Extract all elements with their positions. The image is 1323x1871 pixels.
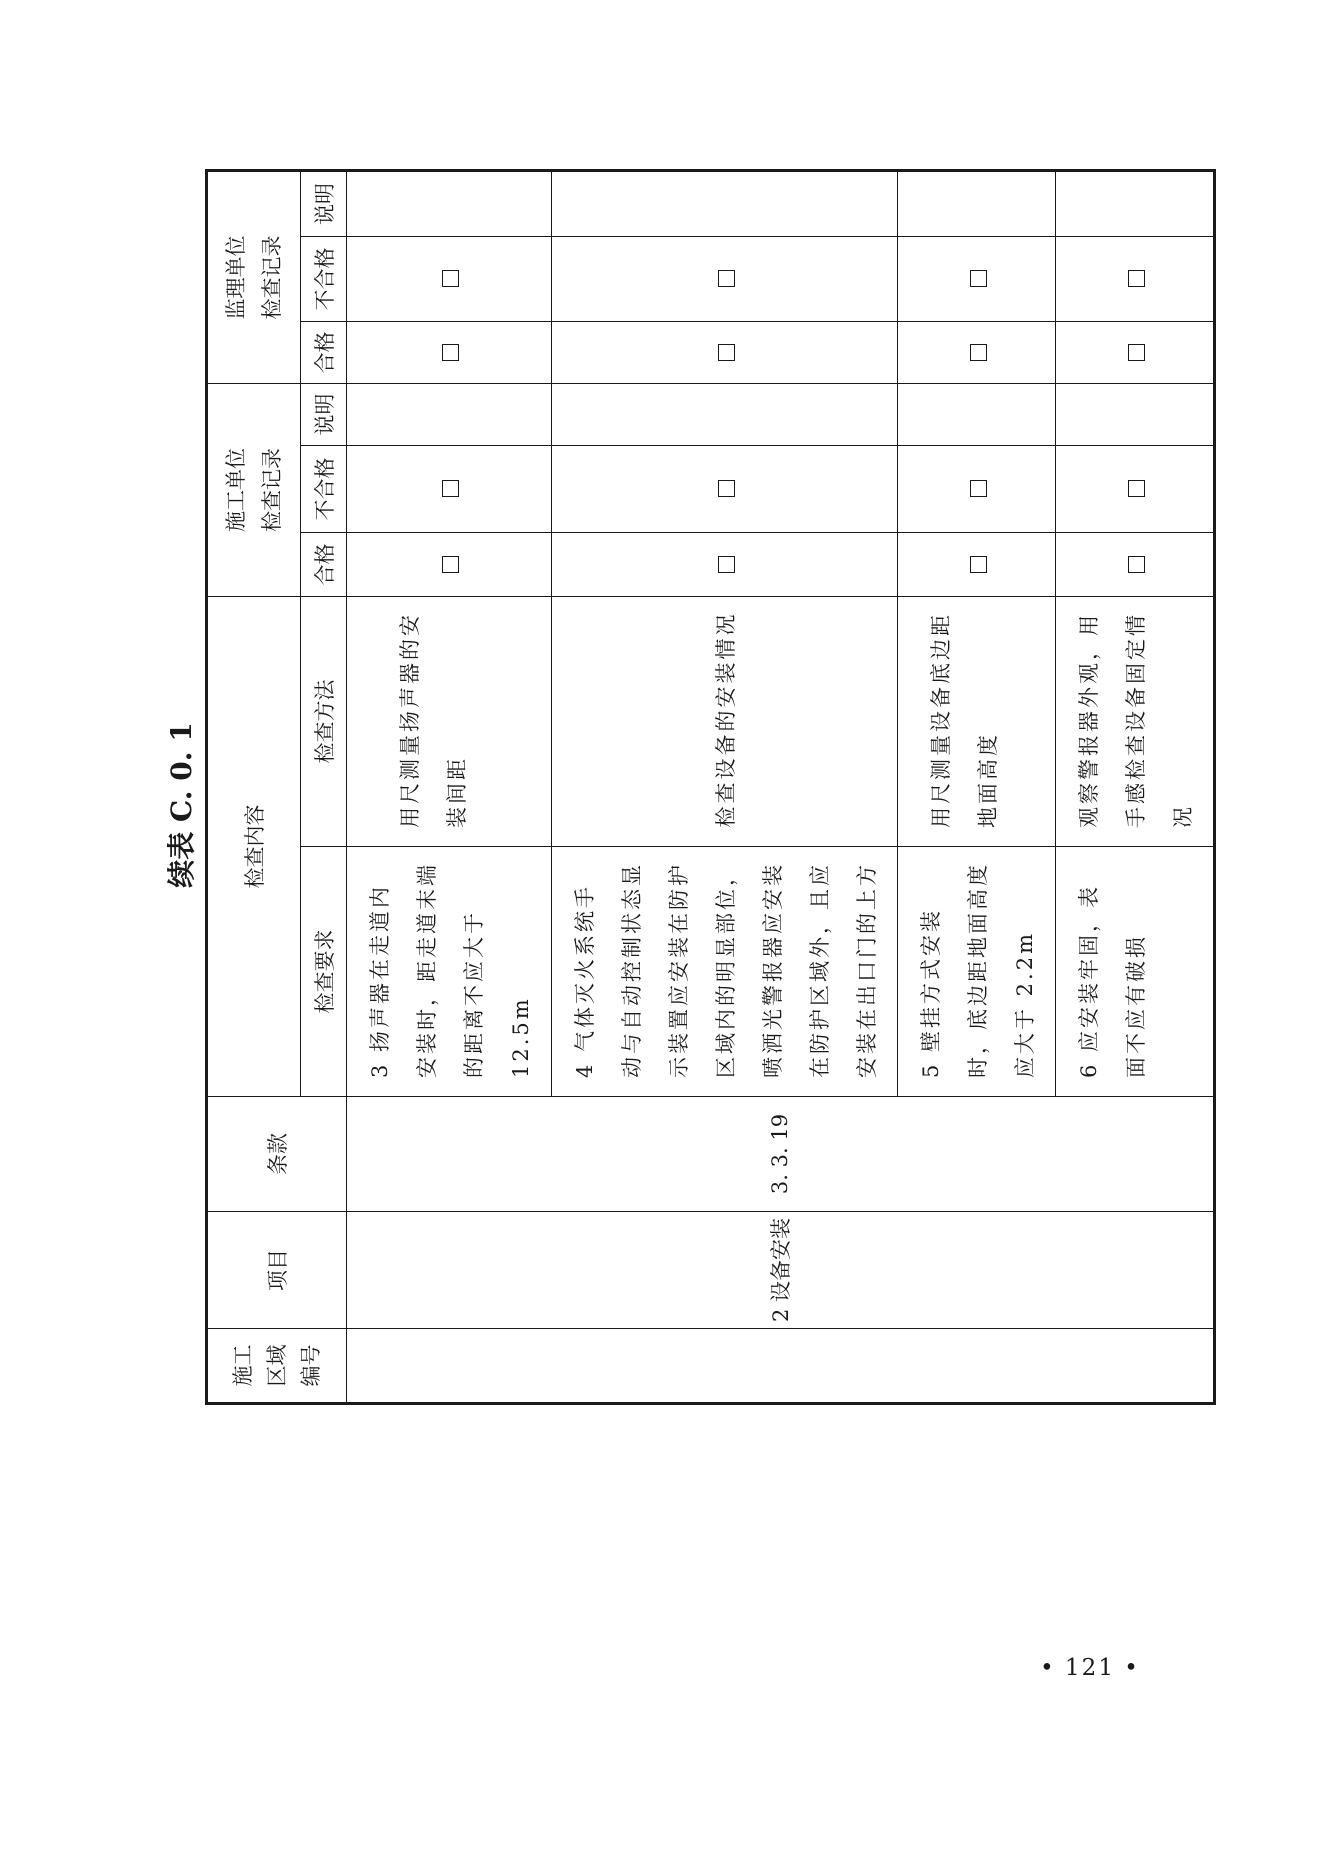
contractor-note-3[interactable] (898, 383, 1056, 445)
zone-header-l2: 区域 (265, 1344, 289, 1387)
supervisor-header-l1: 监理单位 (224, 235, 248, 320)
contractor-fail-checkbox-2[interactable] (552, 446, 898, 533)
contractor-fail-checkbox-1[interactable] (347, 446, 552, 533)
requirement-row-3: 5 壁挂方式安装时，底边距地面高度应大于 2.2m (898, 847, 1056, 1097)
contractor-fail-checkbox-4[interactable] (1056, 446, 1215, 533)
contractor-pass-header-cell: 合格 (301, 533, 347, 597)
supervisor-note-2[interactable] (552, 170, 898, 236)
supervisor-note-header-cell: 说明 (301, 170, 347, 236)
contractor-note-1[interactable] (347, 383, 552, 445)
supervisor-note-1[interactable] (347, 170, 552, 236)
page-number: • 121 • (1040, 1655, 1140, 1681)
clause-header-cell: 条款 (207, 1097, 347, 1212)
contractor-note-4[interactable] (1056, 383, 1215, 445)
rotated-title: 续表 C. 0. 1 (165, 722, 198, 888)
requirement-row-1: 3 扬声器在走道内安装时，距走道末端的距离不应大于 12.5m (347, 847, 552, 1097)
contractor-pass-checkbox-4[interactable] (1056, 533, 1215, 597)
method-row-3: 用尺测量设备底边距地面高度 (898, 597, 1056, 847)
contractor-header-cell (207, 383, 301, 596)
supervisor-fail-checkbox-2[interactable] (552, 236, 898, 321)
clause-value-cell: 3. 3. 19 (347, 1097, 1215, 1212)
supervisor-pass-checkbox-1[interactable] (347, 321, 552, 383)
supervisor-pass-checkbox-4[interactable] (1056, 321, 1215, 383)
contractor-pass-checkbox-3[interactable] (898, 533, 1056, 597)
supervisor-pass-header-cell: 合格 (301, 321, 347, 383)
item-value-cell: 2 设备安装 (347, 1212, 1215, 1329)
zone-header-l1: 施工 (231, 1344, 255, 1387)
supervisor-fail-checkbox-1[interactable] (347, 236, 552, 321)
requirement-row-2: 4 气体灭火系统手动与自动控制状态显示装置应安装在防护区域内的明显部位，喷洒光警报器应安装在防护区域外，且应安装在出口门的上方 (552, 847, 898, 1097)
supervisor-fail-header-cell: 不合格 (301, 236, 347, 321)
contractor-note-header-cell: 说明 (301, 383, 347, 445)
method-row-1: 用尺测量扬声器的安装间距 (347, 597, 552, 847)
contractor-note-2[interactable] (552, 383, 898, 445)
contractor-pass-checkbox-2[interactable] (552, 533, 898, 597)
method-header-cell: 检查方法 (301, 597, 347, 847)
contractor-fail-header-cell: 不合格 (301, 446, 347, 533)
supervisor-pass-checkbox-3[interactable] (898, 321, 1056, 383)
requirement-row-4: 6 应安装牢固，表面不应有破损 (1056, 847, 1215, 1097)
zone-value-cell (347, 1329, 1215, 1404)
supervisor-fail-checkbox-3[interactable] (898, 236, 1056, 321)
method-row-2: 检查设备的安装情况 (552, 597, 898, 847)
supervisor-note-4[interactable] (1056, 170, 1215, 236)
item-header-cell: 项目 (207, 1212, 347, 1329)
method-row-4: 观察警报器外观，用手感检查设备固定情况 (1056, 597, 1215, 847)
landscape-table (205, 172, 1195, 1405)
contractor-fail-checkbox-3[interactable] (898, 446, 1056, 533)
requirement-header-cell: 检查要求 (301, 847, 347, 1097)
supervisor-fail-checkbox-4[interactable] (1056, 236, 1215, 321)
zone-header-cell (207, 1329, 347, 1404)
supervisor-pass-checkbox-2[interactable] (552, 321, 898, 383)
contractor-pass-checkbox-1[interactable] (347, 533, 552, 597)
supervisor-header-l2: 检查记录 (260, 235, 284, 320)
zone-header-l3: 编号 (299, 1344, 323, 1387)
contractor-header-l2: 检查记录 (260, 448, 284, 532)
supervisor-header-cell (207, 170, 301, 383)
content-header-cell: 检查内容 (207, 597, 301, 1097)
supervisor-note-3[interactable] (898, 170, 1056, 236)
contractor-header-l1: 施工单位 (224, 448, 248, 532)
